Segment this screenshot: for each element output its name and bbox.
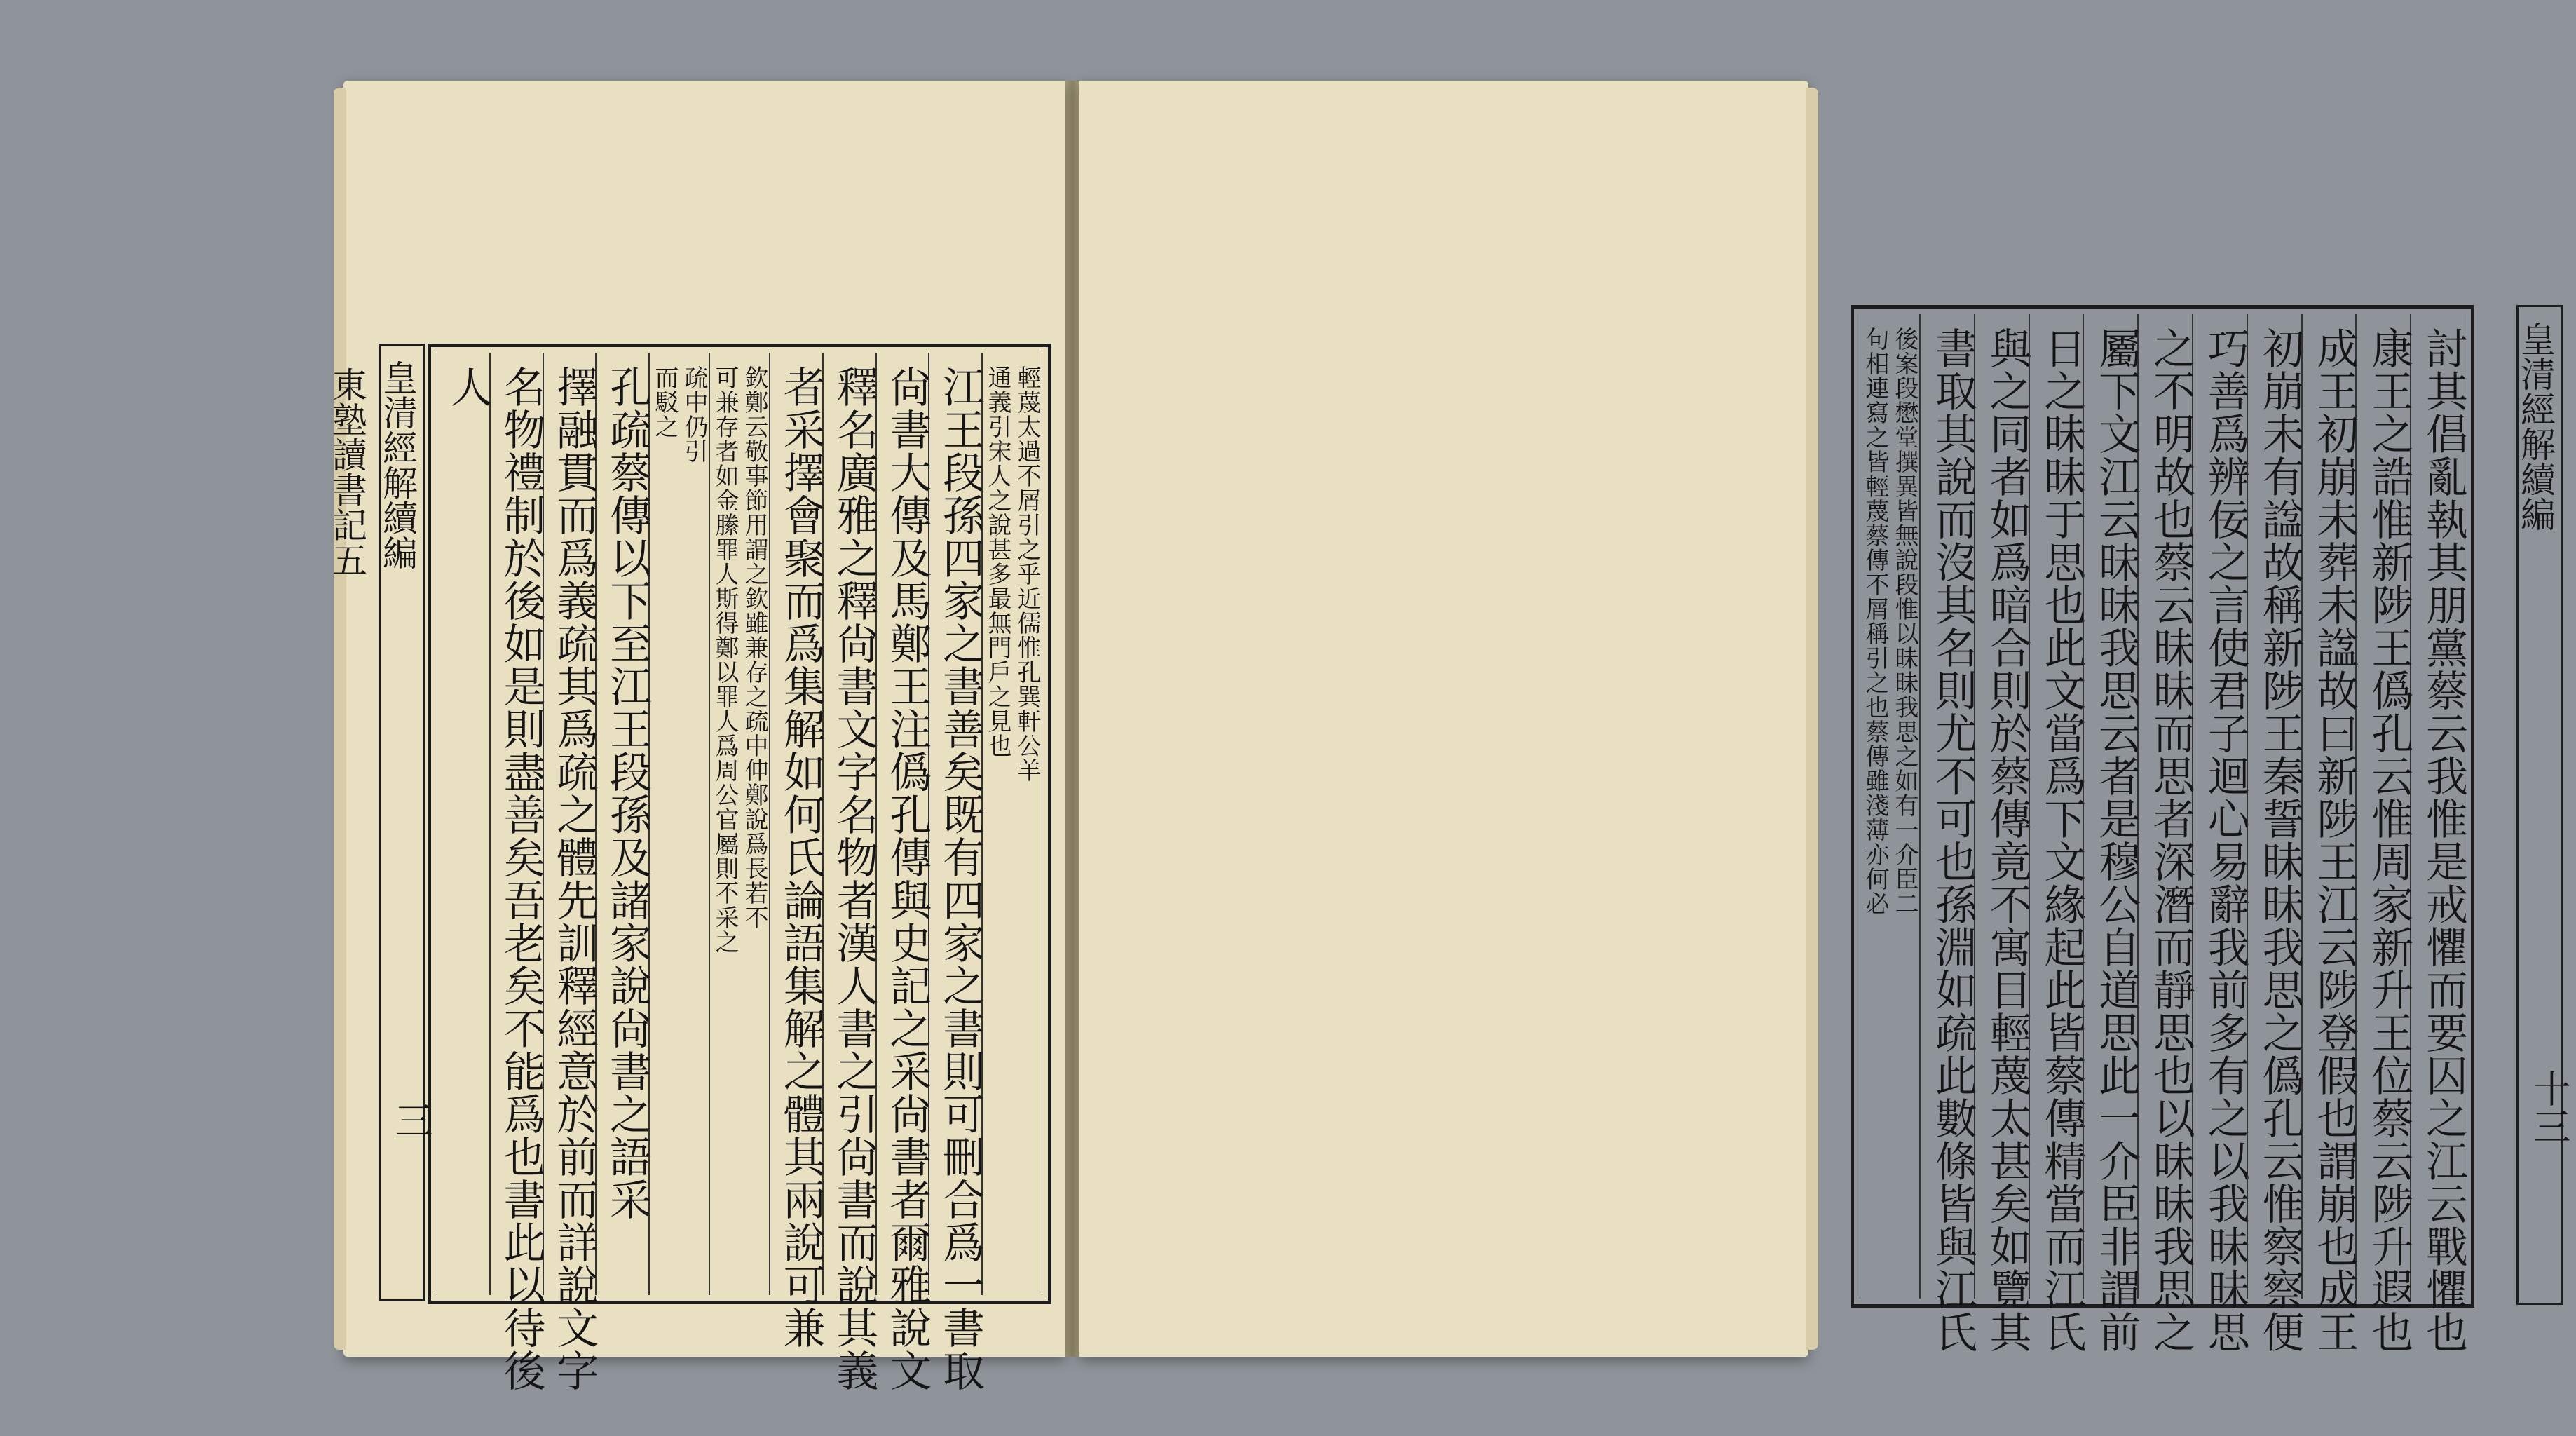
text-column: 人 [437,353,490,1295]
right-page [1079,81,2571,1357]
annotation-line: 欽鄭云敬事節用謂之欽雖兼存之疏中伸鄭說爲長若不 [740,365,768,930]
margin-chapter-title: 東塾讀書記五 [327,367,367,577]
right-text-columns [1860,314,2468,1353]
text-column: 屬下文江云昧昧我思云者是穆公自道思此一介臣非謂前 [2083,314,2138,1299]
margin-book-title: 皇清經解續編 [2515,321,2556,531]
text-column: 康王之誥惟新陟王僞孔云惟周家新升王位蔡云陟升遐也 [2356,314,2411,1299]
text-column [1860,314,1920,1299]
text-column: 日之昧昧于思也此文當爲下文緣起此皆蔡傳精當而江氏 [2029,314,2084,1299]
text-column: 孔疏蔡傳以下至江王段孫及諸家說尙書之語采 [596,353,649,1295]
annotation-line: 輕蔑太過不屑引之乎近儒惟孔巽軒公羊 [1013,365,1041,783]
annotation-line: 而駁之 [650,365,679,439]
right-page-folio: 十三 [2527,1069,2571,1145]
text-column: 初崩未有諡故稱新陟王秦誓昧昧我思之僞孔云惟察察便 [2247,314,2302,1299]
text-column: 與之同者如爲暗合則於蔡傳竟不寓目輕蔑太甚矣如覽其 [1975,314,2029,1299]
left-page-margin-title [327,344,425,1301]
left-page-folio: 三 [389,1101,433,1139]
text-column: 巧善爲辨佞之言使君子迴心易辭我前多有之以我昧昧思 [2193,314,2247,1299]
text-column: 江王段孫四家之書善矣既有四家之書則可刪合爲一書取 [929,353,982,1295]
annotation-line: 後案段懋堂撰異皆無說段惟以昧昧我思之如有一介臣二 [1890,327,1919,916]
text-column: 討其倡亂執其朋黨蔡云我惟是戒懼而要囚之江云戰懼也 [2411,314,2465,1299]
open-book [327,81,2571,1392]
text-column: 書取其說而沒其名則尤不可也孫淵如疏此數條皆與江氏 [1920,314,1975,1299]
text-column: 擇融貫而爲義疏其爲疏之體先訓釋經意於前而詳說文字 [543,353,597,1295]
text-column: 名物禮制於後如是則盡善矣吾老矣不能爲也書此以待後 [490,353,543,1295]
text-column [709,353,770,1295]
left-text-columns [437,353,1042,1392]
annotation-line: 可兼存者如金縢罪人斯得鄭以罪人爲周公官屬則不采之 [711,365,739,954]
annotation-line: 通義引宋人之說甚多最無門戶之見也 [983,365,1011,758]
text-column: 尙書大傳及馬鄭王注僞孔傳與史記之采尙書者爾雅說文 [876,353,929,1295]
left-text-frame [428,344,1051,1392]
page-edge [1806,88,1818,1350]
right-text-frame [1851,305,2474,1353]
text-column [982,353,1042,1295]
text-column: 成王初崩未葬未諡故曰新陟王江云陟登假也謂崩也成王 [2302,314,2357,1299]
left-page [327,81,1065,1392]
text-column: 者采擇會聚而爲集解如何氏論語集解之體其兩說可兼 [770,353,823,1295]
right-page-margin-title [2516,305,2563,1305]
text-column: 之不明故也蔡云昧昧而思者深潛而靜思也以昧昧我思之 [2138,314,2193,1299]
margin-book-title: 皇清經解續編 [377,360,418,570]
text-column: 釋名廣雅之釋尙書文字名物者漢人書之引尙書而說其義 [823,353,876,1295]
annotation-line: 疏中仍引 [680,365,708,463]
annotation-line: 句相連寫之皆輕蔑蔡傳不屑稱引之也蔡傳雖淺薄亦何必 [1861,327,1890,916]
text-column [649,353,709,1295]
